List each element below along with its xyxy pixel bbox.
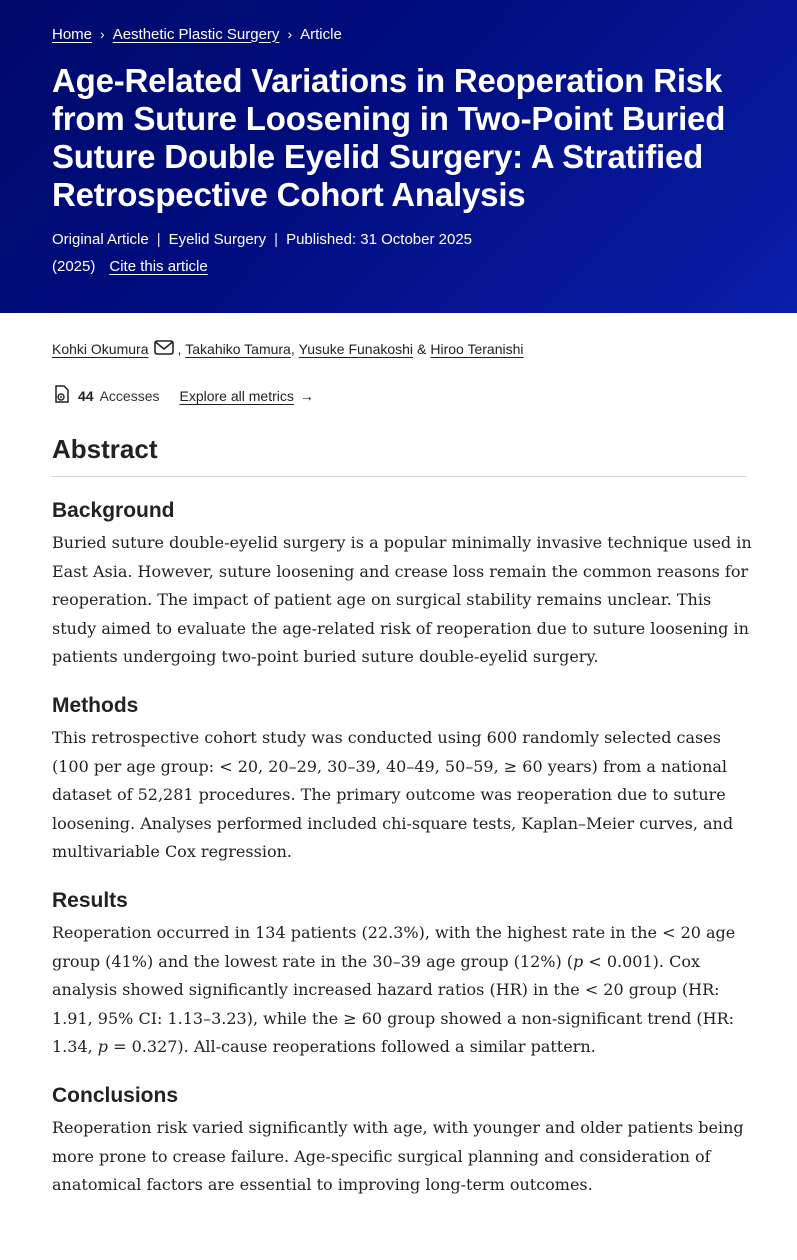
section-text (52, 919, 752, 1062)
accesses-label: Accesses (99, 387, 160, 404)
results-text-part: < 0.001). Cox analysis showed significantly increased hazard ratios (HR) in the < 20 group (HR: 1.91, 95% CI: 1.13–3.23), while the ≥ 60 group showed a non-significant trend (HR: 1.34, (52, 951, 735, 1057)
section-text: Reoperation risk varied significantly with age, with younger and older patients being more prone to crease failure. Age-specific surgical planning and consideration of anatomical factors are essential to improving long-term outcomes. (52, 1117, 744, 1195)
breadcrumb-journal-link[interactable]: Aesthetic Plastic Surgery (112, 25, 280, 43)
breadcrumb (52, 22, 745, 46)
article-section: Eyelid Surgery (168, 231, 267, 248)
author-separator: , (177, 341, 186, 357)
accesses-count: 44 (78, 387, 94, 404)
meta-divider: | (156, 231, 161, 248)
explore-metrics-link[interactable]: Explore all metrics (179, 387, 294, 404)
section-heading: Results (52, 888, 128, 912)
abstract-background (52, 499, 752, 672)
section-heading: Conclusions (52, 1083, 179, 1107)
meta-divider: | (274, 231, 279, 248)
author-separator: , (290, 341, 299, 357)
author-ampersand: & (417, 341, 427, 357)
results-text-part: = 0.327). All-cause reoperations followed a similar pattern. (108, 1037, 596, 1057)
section-text: This retrospective cohort study was conducted using 600 randomly selected cases (100 per age group: < 20, 20–29, 30–39, 40–49, 50–59, ≥ 60 years) from a national dataset of 52,281 procedures. The primary outcome was reoperation due to suture loosening. Analyses performed included chi-square tests, Kaplan–Meier curves, and multivariable Cox regression. (52, 727, 734, 862)
abstract-conclusions (52, 1084, 745, 1200)
chevron-right-icon: › (100, 26, 105, 42)
section-heading: Methods (52, 693, 139, 717)
p-value-symbol: p (97, 1037, 109, 1057)
abstract-methods (52, 694, 745, 867)
author-link[interactable]: Kohki Okumura (52, 341, 149, 357)
article-year: (2025) (52, 258, 96, 275)
mail-icon[interactable] (154, 340, 174, 358)
cite-article-link[interactable]: Cite this article (109, 258, 208, 275)
article-header (0, 0, 797, 313)
author-list (52, 340, 745, 358)
article-metrics (52, 384, 745, 407)
article-citation-row (52, 258, 745, 275)
document-view-icon (52, 384, 72, 407)
breadcrumb-current: Article (300, 25, 342, 43)
abstract-results (52, 889, 745, 1062)
author-link[interactable]: Takahiko Tamura (185, 341, 291, 357)
article-type: Original Article (52, 231, 149, 248)
chevron-right-icon: › (287, 26, 293, 42)
breadcrumb-home-link[interactable]: Home (52, 25, 93, 43)
author-link[interactable]: Hiroo Teranishi (430, 341, 524, 357)
published-date: Published: 31 October 2025 (286, 231, 473, 248)
abstract-heading: Abstract (52, 434, 746, 477)
arrow-right-icon: → (299, 387, 314, 404)
article-content (0, 340, 797, 1200)
p-value-symbol: p (573, 951, 584, 971)
author-link[interactable]: Yusuke Funakoshi (298, 341, 414, 357)
results-text-part: Reoperation occurred in 134 patients (22.3%), with the highest rate in the < 20 age group (41%) and the lowest rate in the 30–39 age group (12%) ( (52, 922, 736, 971)
section-heading: Background (52, 499, 175, 522)
article-title: Age-Related Variations in Reoperation Risk from Suture Loosening in Two-Point Buried Suture Double Eyelid Surgery: A Stratified Retrospective Cohort Analysis (52, 62, 726, 213)
section-text: Buried suture double-eyelid surgery is a popular minimally invasive technique used in East Asia. However, suture loosening and crease loss remain the common reasons for reoperation. The impact of patient age on surgical stability remains unclear. This study aimed to evaluate the age-related risk of reoperation due to suture loosening in patients undergoing two-point buried suture double-eyelid surgery. (52, 533, 752, 667)
article-meta (52, 230, 745, 250)
